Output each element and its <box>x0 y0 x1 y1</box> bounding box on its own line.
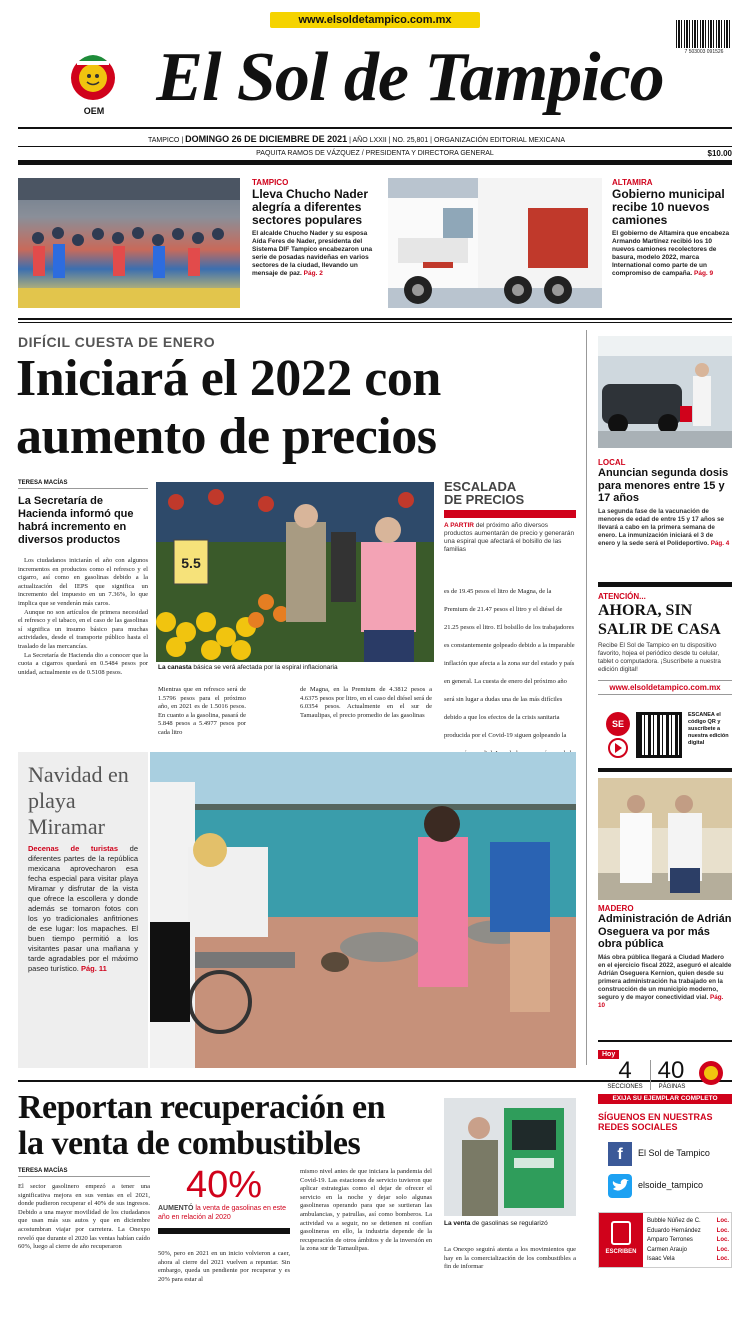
fuel-col-2: 50%, pero en 2021 en un inicio volvieron a caer, ahora al cierre del 2021 vuelven a repuntar. Sin embargo, queda un pendiente por recuperar y es 20% para estar al <box>158 1250 290 1283</box>
price-sidebar: ESCALADA DE PRECIOS A PARTIR del próximo año diversos productos aumentarán de precio y generarán una espiral que afectará el bolsillo de las familias <box>444 479 575 553</box>
writer-name: Isaac Vela <box>647 1256 675 1262</box>
page-ref[interactable]: Pág. 9 <box>694 270 714 277</box>
qr-code-icon[interactable] <box>636 712 682 758</box>
teaser-headline[interactable]: Gobierno municipal recibe 10 nuevos camiones <box>612 187 725 227</box>
page-ref[interactable]: Pág. 4 <box>710 539 730 547</box>
writer-name: Amparo Terrones <box>647 1237 693 1243</box>
miramar-box: Navidad en playa Miramar Decenas de turistas de diferentes partes de la república mexicana aprovecharon esa fecha especial para visitar playa Miramar y disfrutar de la vista que ofrece la escollera y donde además se tomaron fotos con los yo tradicionales anfitriones de ese lugar: los mapaches. El buen tiempo permitió a los visitantes pasar una mañana y tarde agradables por el máximo paseo turístico. Pág. 11 <box>18 752 148 1068</box>
main-deck: La Secretaría de Hacienda informó que habrá incremento en diversos productos <box>18 495 134 546</box>
page-ref[interactable]: Pág. 10 <box>598 993 724 1009</box>
section-label: TAMPICO <box>252 178 289 187</box>
vaccine-story[interactable]: LOCAL Anuncian segunda dosis para menores entre 15 y 17 años La segunda fase de la vacunación de menores de edad de entre 15 y 17 años se llevará a cabo en la primera semana de enero. La inmunización iniciará el 3 de enero y la sede será el Polideportivo. Pág. 4 <box>598 458 730 547</box>
market-caption: La canasta básica se verá afectada por la espiral inflacionaria <box>158 664 338 671</box>
facebook-icon: f <box>608 1142 632 1166</box>
page-ref[interactable]: Pág. 11 <box>80 964 107 973</box>
photo-credit <box>240 182 248 262</box>
writers-label: ESCRIBEN <box>605 1249 637 1255</box>
stat-value: 40% <box>185 1164 263 1206</box>
fuel-col-4: La Onexpo seguirá atenta a los movimientos que hay en la comercialización de los combustibles a fin de informar <box>444 1246 576 1271</box>
play-icon[interactable] <box>608 738 628 758</box>
subscribe-link[interactable]: www.elsoldetampico.com.mx <box>598 680 732 695</box>
twitter-link[interactable]: elsoide_tampico <box>608 1174 732 1200</box>
social-box: SÍGUENOS EN NUESTRAS REDES SOCIALES f El Sol de Tampico elsoide_tampico <box>598 1112 732 1208</box>
main-col-1: TERESA MACÍAS La Secretaría de Hacienda informó que habrá incremento en diversos productos Los ciudadanos iniciarán el año con algunos incrementos en productos como el refresco y el cigarro, así como en gasolinas debido a la actualización del IEPS que significa un incremento del impuesto en un 7.36%, lo que implica que se venderán más caros. Aunque no son artículos de primera necesidad el refresco y el tabaco, en el caso de las gasolinas sí significa un insumo básico para muchas actividades, desde el transporte público hasta el traslado de las mercancías. La Secretaría de Hacienda dio a conocer que la cuota a cigarros quedará en 0.5484 pesos por unidad, actualmente es de 0.5108 pesos. <box>18 480 148 676</box>
byline: TERESA MACÍAS <box>18 1168 150 1177</box>
writer-row <box>647 1236 729 1246</box>
writer-tag: Loc. <box>716 1256 729 1262</box>
market-photo <box>156 482 434 662</box>
beach-photo <box>150 752 576 1068</box>
writer-tag: Loc. <box>716 1246 729 1253</box>
svg-text:5.5: 5.5 <box>181 555 201 571</box>
crowd-photo <box>18 178 240 308</box>
sun-logo-icon <box>698 1060 724 1086</box>
facebook-link[interactable]: f El Sol de Tampico <box>608 1142 732 1168</box>
madero-story[interactable]: MADERO Administración de Adrián Oseguera va por más obra pública Más obra pública llegará a Ciudad Madero en el ejercicio fiscal 2022, aseguró el alcalde Adrián Oseguera Kernion, quien desde su primera administración ha trabajado en la construcción de un municipio moderno, seguro y de mayor conectividad vial. Pág. 10 <box>598 904 732 1009</box>
writer-name: Eduardo Hernández <box>647 1227 701 1234</box>
vaccine-photo <box>598 336 732 448</box>
oem-label: OEM <box>83 106 105 116</box>
miramar-title: Navidad en playa Miramar <box>28 762 129 839</box>
teaser-body: El alcalde Chucho Nader y su esposa Aída Feres de Nader, presidenta del Sistema DIF Tampico encabezaron una serie de posadas navideñas en varios sectores de la ciudad, llevando un mensaje de paz. <box>252 230 373 277</box>
main-headline[interactable]: Iniciará el 2022 con aumento de precios <box>16 350 441 465</box>
truck-photo <box>388 178 602 308</box>
teaser-body: El gobierno de Altamira que encabeza Armando Martínez recibió los 10 nuevos camiones recolectores de basura, modelo 2022, marca International como parte de un compromiso de campaña. <box>612 230 730 277</box>
gas-station-photo <box>444 1098 576 1216</box>
section-label: ALTAMIRA <box>612 178 653 187</box>
masthead <box>0 0 750 170</box>
writer-tag: Loc. <box>716 1237 729 1243</box>
page-ref[interactable]: Pág. 2 <box>303 270 323 277</box>
writer-tag: Loc. <box>716 1227 729 1234</box>
oem-logo <box>68 50 118 112</box>
fuel-col-3: mismo nivel antes de que iniciara la pandemia del Covid-19. Las estaciones de servicio tuvieron que aplicar estrategias como el dejar de ofrecer el servicio en la noche y dejar solo algunas gasolineras operando para que se surtieran las ambulancias, y patrullas, así como bomberos. La actividad va a seguir, no se detienen ni confían gasolineras en ello, la industria depende de la recuperación de otros ámbitos y de la inversión en la zona sur de Tamaulipas. <box>300 1168 432 1253</box>
demand-bar: EXIJA SU EJEMPLAR COMPLETO <box>598 1094 732 1104</box>
digital-edition-promo: ATENCIÓN... AHORA, SIN SALIR DE CASA Recibe El Sol de Tampico en tu dispositivo favorito, hojea el periódico desde tu celular, tablet o computadora. ¡Suscríbete a nuestra edición digital! www.elsoldetampico.com.mx <box>598 592 732 695</box>
writer-name: Bubble Núñez de C. <box>647 1218 701 1224</box>
barcode: 7 503003 091526 <box>676 20 732 56</box>
writer-row <box>647 1217 729 1227</box>
writer-tag: Loc. <box>716 1218 729 1224</box>
writer-row <box>647 1246 729 1256</box>
edition-info: Hoy 4 SECCIONES 40 PÁGINAS EXIJA SU EJEMPLAR COMPLETO <box>598 1050 732 1106</box>
se-logo: SE <box>606 712 630 736</box>
madero-photo <box>598 778 732 900</box>
newspaper-title: El Sol de Tampico <box>156 39 664 116</box>
pen-icon <box>611 1221 631 1245</box>
qr-instructions: ESCANEA el código QR y suscríbete a nuestra edición digital <box>688 712 729 746</box>
fuel-stat: 40% AUMENTÓ la venta de gasolinas en este año en relación al 2020 <box>158 1165 290 1234</box>
fuel-headline[interactable]: Reportan recuperación en la venta de combustibles <box>18 1089 385 1162</box>
main-kicker: DIFÍCIL CUESTA DE ENERO <box>18 334 216 350</box>
main-col-4: es de 19.45 pesos el litro de Magna, de la Premium de 21.47 pesos el litro y el diésel de 21.25 pesos el litro. El bolsillo de los trabajadores es constantemente golpeado debido a la imparable inflación que afecta a la zona sur del estado y país en general. La cuesta de enero del próximo año será sin lugar a dudas una de las más difíciles debido a que los efectos de la crisis sanitaria producida por el Covid-19 siguen golpeando la <box>444 580 576 796</box>
gas-caption: La venta de gasolinas se regularizó <box>444 1220 548 1227</box>
writers-box <box>598 1212 732 1268</box>
writer-row <box>647 1255 729 1265</box>
price: $10.00 <box>707 149 732 158</box>
main-col-3: de Magna, en la Premium de 4.3812 pesos a 4.6375 pesos por litro, en el caso del diésel será de 6.0354 pesos. Actualmente en el sur de Tamaulipas, el precio promedio de las gasolinas <box>300 686 432 719</box>
writer-row <box>647 1227 729 1237</box>
fuel-col-1: TERESA MACÍAS El sector gasolinero empezó a tener una significativa mejora en sus ventas en el 2021, donde pudieron recuperar el 40% de sus ingresos. Debido a una mayor movilidad de los ciudadanos que usan más sus autos y que en diciembre acostumbran viajar por carretera. La Onexpo reveló que durante el 2020 las ventas habían caído 60%, luego al cierre de año recuperaron <box>18 1168 150 1251</box>
byline: TERESA MACÍAS <box>18 480 148 489</box>
teaser-tampico[interactable] <box>252 178 376 308</box>
main-col-2: Mientras que en refresco será de 1.5796 pesos para el próximo año, en 2021 es de 1.5016 pesos. En cuanto a la gasolina, pasará de 5.848 pesos a 5.4977 pesos por cada litro <box>158 686 246 736</box>
director-line: PAQUITA RAMOS DE VÁZQUEZ / PRESIDENTA Y DIRECTORA GENERAL <box>256 150 494 157</box>
site-url[interactable]: www.elsoldetampico.com.mx <box>270 12 480 28</box>
twitter-icon <box>608 1174 632 1198</box>
writer-name: Carmen Araujo <box>647 1246 688 1253</box>
dateline: TAMPICO | DOMINGO 26 DE DICIEMBRE DE 2021 | AÑO LXXII | NO. 25,801 | ORGANIZACIÓN EDITORIAL MEXICANA <box>148 134 566 144</box>
teaser-altamira[interactable] <box>612 178 732 308</box>
teaser-headline[interactable]: Lleva Chucho Nader alegría a diferentes sectores populares <box>252 187 369 227</box>
